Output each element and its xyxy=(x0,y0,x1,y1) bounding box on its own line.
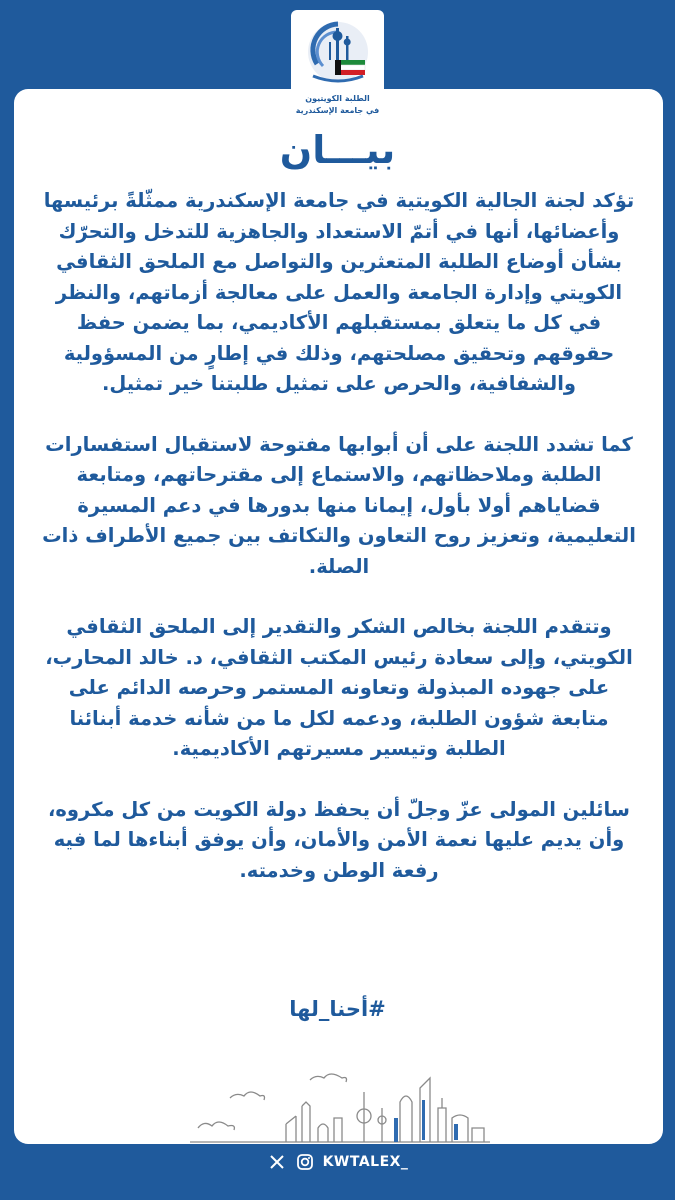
statement-paragraph-2: كما تشدد اللجنة على أن أبوابها مفتوحة لاستقبال استفسارات الطلبة وملاحظاتهم، والاستماع إلى مقترحاتهم، ومتابعة قضاياهم أولا بأول، إيمانا منها بدورها في دعم المسيرة التعليمية، وتعزيز روح التعاون والتكاتف بين جميع الأطراف ذات الصلة. xyxy=(42,432,636,578)
statement-paragraph-4: سائلين المولى عزّ وجلّ أن يحفظ دولة الكويت من كل مكروه، وأن يديم عليها نعمة الأمن والأمان، وأن يوفق أبناءها لما فيه رفعة الوطن وخدمته. xyxy=(48,797,630,882)
statement-body xyxy=(38,186,640,916)
statement-paragraph-1: تؤكد لجنة الجالية الكويتية في جامعة الإسكندرية ممثّلةً برئيسها وأعضائها، أنها في أتمّ الاستعداد والجاهزية للتدخل والتحرّك بشأن أوضاع الطلبة المتعثرين والتواصل مع الملحق الثقافي الكويتي وإدارة الجامعة والعمل على معالجة أزماتهم، والنظر في كل ما يتعلق بمستقبلهم الأكاديمي، بما يضمن حفظ حقوقهم وتحقيق مصلحتهم، وذلك في إطارٍ من المسؤولية والشفافية، والحرص على تمثيل طلبتنا خير تمثيل. xyxy=(43,189,635,395)
instagram-icon[interactable] xyxy=(295,1152,315,1172)
organization-logo xyxy=(291,10,384,126)
campaign-hashtag: #أحنا_لها xyxy=(289,997,386,1021)
social-handle[interactable]: KWTALEX_ xyxy=(322,1154,409,1170)
logo-caption-line2: في جامعة الإسكندرية xyxy=(295,106,380,115)
social-footer xyxy=(0,1147,675,1177)
statement-paragraph-3: وتتقدم اللجنة بخالص الشكر والتقدير إلى الملحق الثقافي الكويتي، وإلى سعادة رئيس المكتب الثقافي، د. خالد المحارب، على جهوده المبذولة وتعاونه المستمر وحرصه الدائم على متابعة شؤون الطلبة، ودعمه لكل ما من شأنه خدمة أبنائنا الطلبة وتيسير مسيرتهم الأكاديمية. xyxy=(45,615,633,760)
logo-caption-line1: الطلبة الكويتيون xyxy=(305,94,370,103)
kuwait-skyline-illustration xyxy=(190,1058,490,1144)
statement-title: بيـــان xyxy=(279,128,396,172)
x-icon[interactable] xyxy=(267,1152,287,1172)
logo-emblem-icon xyxy=(303,14,373,92)
